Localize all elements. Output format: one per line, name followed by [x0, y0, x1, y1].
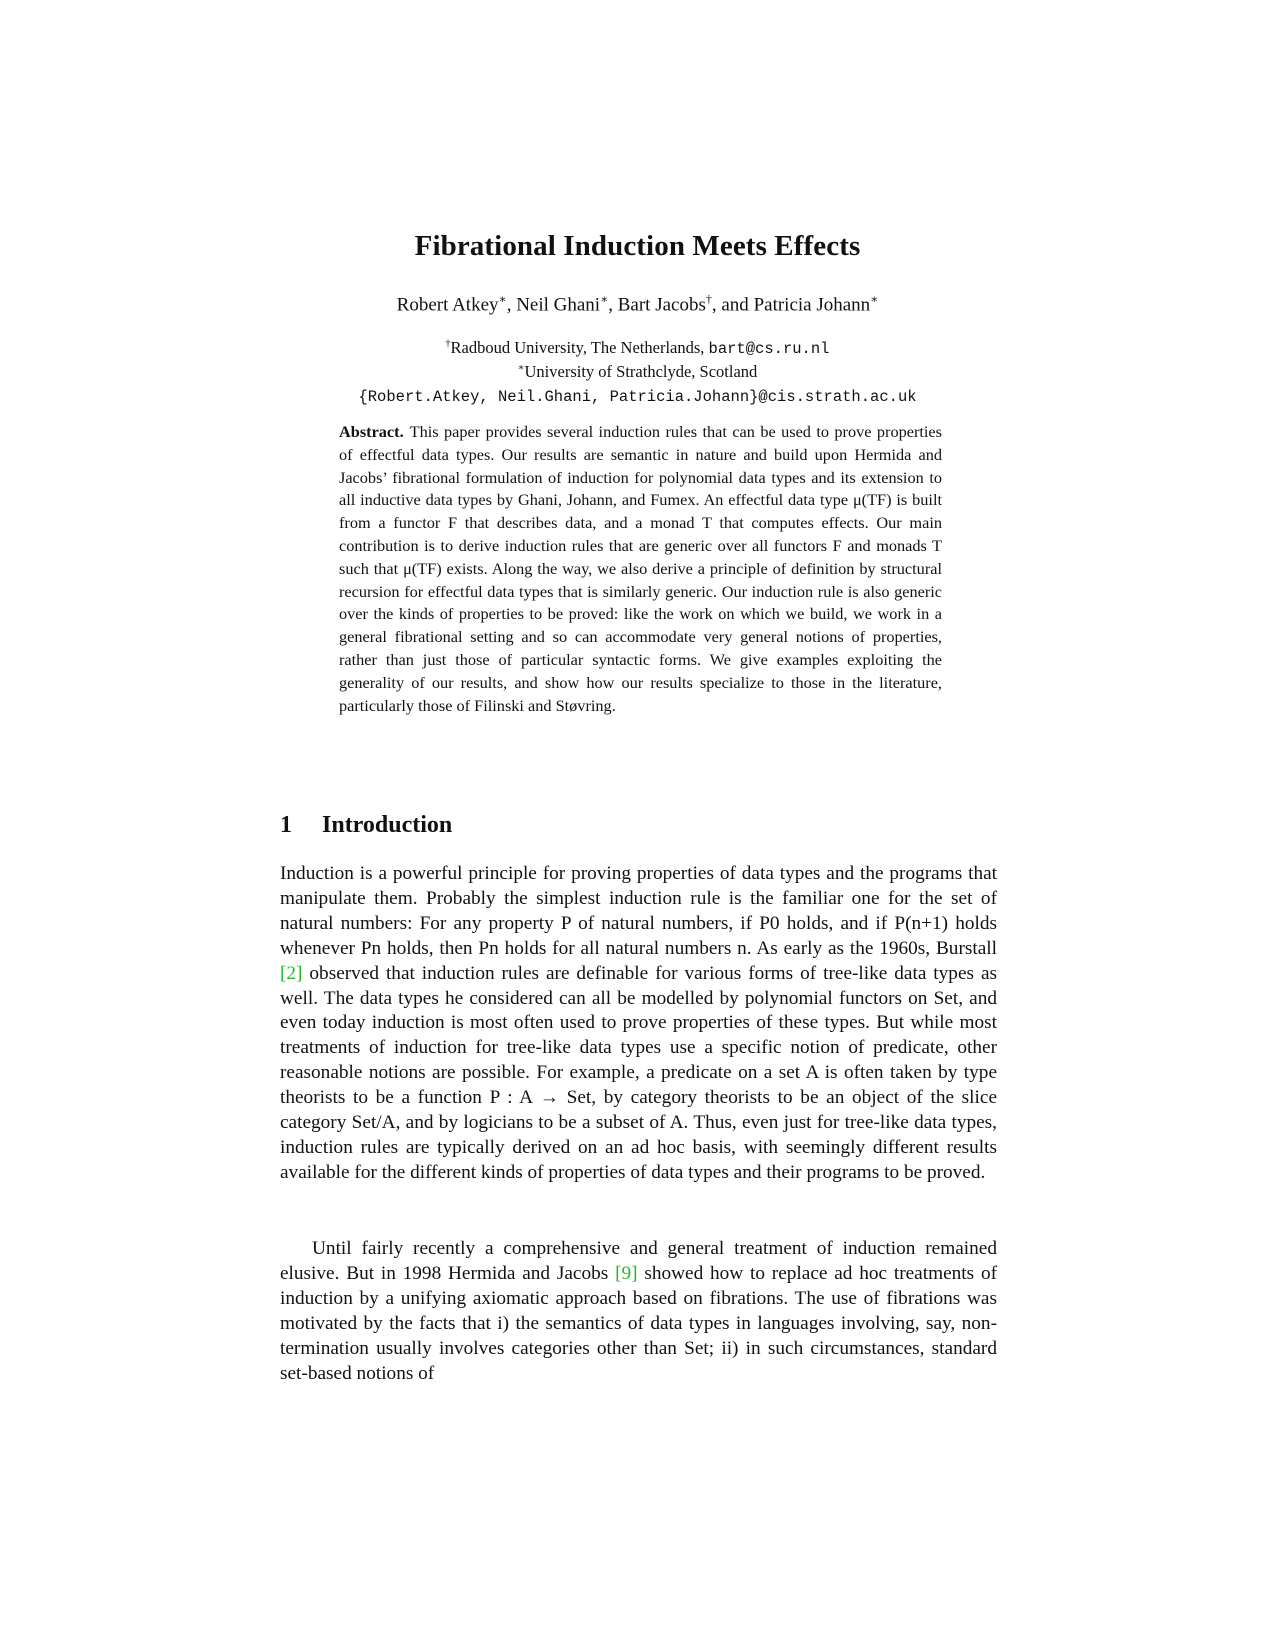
affiliation-emails	[0, 386, 1275, 406]
paper-title: Fibrational Induction Meets Effects	[414, 230, 861, 262]
email-link[interactable]: bart@cs.ru.nl	[708, 340, 830, 358]
affiliation-mark: †	[445, 338, 451, 350]
author-mark: ∗	[870, 292, 879, 306]
abstract-label: Abstract.	[339, 422, 404, 441]
author-name: Neil Ghani	[516, 294, 601, 316]
affiliation-text: Radboud University, The Netherlands,	[450, 338, 709, 357]
author-mark: †	[705, 292, 712, 306]
section-title: Introduction	[322, 812, 453, 838]
author-name: Robert Atkey	[396, 294, 499, 316]
section-heading	[280, 812, 452, 839]
author-list: Robert Atkey∗, Neil Ghani∗, Bart Jacobs†, and Patricia Johann∗	[396, 292, 879, 316]
body-paragraph: Until fairly recently a comprehensive and general treatment of induction remained elusive. But in 1998 Hermida and Jacobs [9] showed how to replace ad hoc treatments of induction by a unifying axiomatic approach based on fibrations. The use of fibrations was motivated by the facts that i) the semantics of data types in languages involving, say, non-termination usually involves categories other than Set; ii) in such circumstances, standard set-based notions of	[280, 1238, 998, 1384]
author-mark: ∗	[600, 292, 609, 306]
citation-link[interactable]: [2]	[280, 962, 303, 984]
abstract	[339, 421, 942, 717]
author-mark: ∗	[498, 292, 507, 306]
email-link[interactable]: {Robert.Atkey, Neil.Ghani, Patricia.Johann}@cis.strath.ac.uk	[358, 388, 917, 406]
affiliation-text: University of Strathclyde, Scotland	[524, 362, 758, 381]
abstract-text: This paper provides several induction rules that can be used to prove properties of effectful data types. Our results are semantic in nature and build upon Hermida and Jacobs’ fibrational formulation of induction for polynomial data types and its extension to all inductive data types by Ghani, Johann, and Fumex. An effectful data type μ(TF) is built from a functor F that describes data, and a monad T that computes effects. Our main contribution is to derive induction rules that are generic over all functors F and monads T such that μ(TF) exists. Along the way, we also derive a principle of definition by structural recursion for effectful data types that is similarly generic. Our induction rule is also generic over the kinds of properties to be proved: like the work on which we build, we work in a general fibrational setting and so can accommodate very general notions of properties, rather than just those of particular syntactic forms. We give examples exploiting the generality of our results, and show how our results specialize to those in the literature, particularly those of Filinski and Støvring.	[339, 422, 942, 715]
affiliation-strathclyde	[0, 362, 1275, 382]
author-name: Patricia Johann	[753, 294, 871, 316]
section-number: 1	[280, 812, 292, 838]
citation-link[interactable]: [9]	[615, 1262, 638, 1284]
body-paragraph: Induction is a powerful principle for proving properties of data types and the programs that manipulate them. Probably the simplest induction rule is the familiar one for the set of natural numbers: For any property P of natural numbers, if P0 holds, and if P(n+1) holds whenever Pn holds, then Pn holds for all natural numbers n. As early as the 1960s, Burstall [2] observed that induction rules are definable for various forms of tree-like data types as well. The data types he considered can all be modelled by polynomial functors on Set, and even today induction is most often used to prove properties of these types. But while most treatments of induction for tree-like data types use a specific notion of predicate, other reasonable notions are possible. For example, a predicate on a set A is often taken by type theorists to be a function P : A → Set, by category theorists to be an object of the slice category Set/A, and by logicians to be a subset of A. Thus, even just for tree-like data types, induction rules are typically derived on an ad hoc basis, with seemingly different results available for the different kinds of properties of data types and their programs to be proved.	[280, 863, 997, 1183]
affiliation-radboud	[0, 338, 1275, 358]
affiliation-mark: ∗	[517, 362, 525, 374]
author-name: Bart Jacobs	[617, 294, 706, 316]
